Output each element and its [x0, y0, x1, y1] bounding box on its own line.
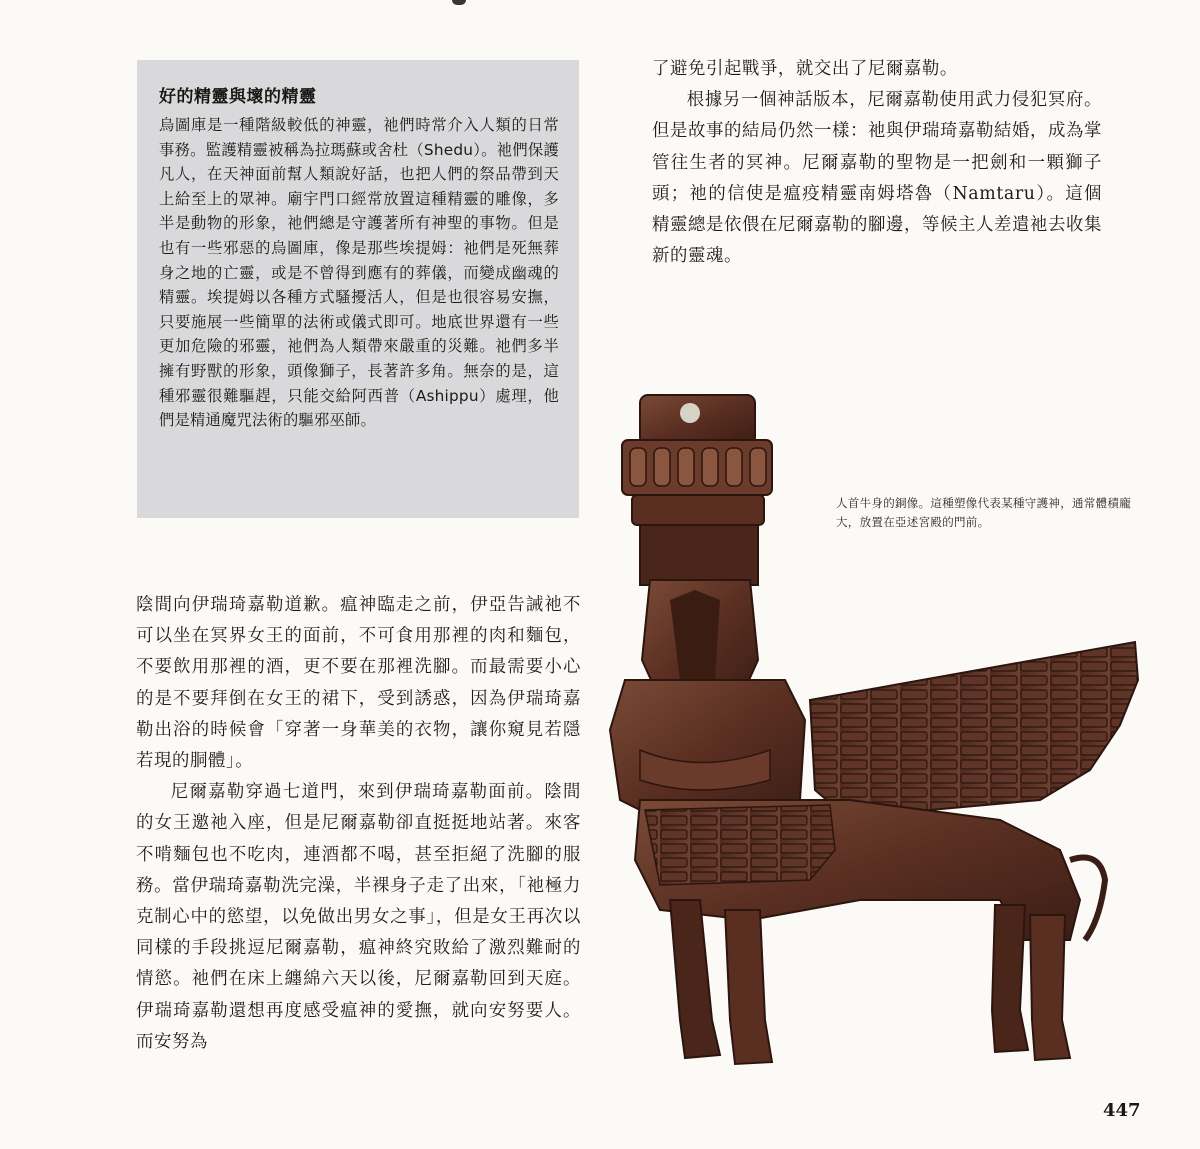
right-paragraph-1: 了避免引起戰爭，就交出了尼爾嘉勒。 [652, 59, 958, 79]
left-paragraph-1: 陰間向伊瑞琦嘉勒道歉。瘟神臨走之前，伊亞告誡祂不可以坐在冥界女王的面前，不可食用那裡的肉和麵包，不要飲用那裡的酒，更不要在那裡洗腳。而最需要小心的是不要拜倒在女王的裙下，受到誘惑，因為伊瑞琦嘉勒出浴的時候會「穿著一身華美的衣物，讓你窺見若隱若現的胴體」。 [136, 595, 581, 772]
page-edge-mark [452, 0, 466, 5]
sidebar-box [137, 60, 579, 518]
bronze-statue-image [600, 380, 1145, 1080]
right-column-text [652, 54, 1102, 272]
right-paragraph-2: 根據另一個神話版本，尼爾嘉勒使用武力侵犯冥府。但是故事的結局仍然一樣：祂與伊瑞琦嘉勒結婚，成為掌管往生者的冥神。尼爾嘉勒的聖物是一把劍和一顆獅子頭；祂的信使是瘟疫精靈南姆塔魯（Namtaru）。這個精靈總是依偎在尼爾嘉勒的腳邊，等候主人差遣祂去收集新的靈魂。 [652, 90, 1102, 267]
page-number: 447 [1103, 1100, 1141, 1121]
left-column-text [136, 590, 581, 1058]
left-paragraph-2: 尼爾嘉勒穿過七道門，來到伊瑞琦嘉勒面前。陰間的女王邀祂入座，但是尼爾嘉勒卻直挺挺地站著。來客不啃麵包也不吃肉，連酒都不喝，甚至拒絕了洗腳的服務。當伊瑞琦嘉勒洗完澡，半裸身子走了出來，「祂極力克制心中的慾望，以免做出男女之事」，但是女王再次以同樣的手段挑逗尼爾嘉勒，瘟神終究敗給了激烈難耐的情慾。祂們在床上纏綿六天以後，尼爾嘉勒回到天庭。伊瑞琦嘉勒還想再度感受瘟神的愛撫，就向安努要人。而安努為 [136, 782, 581, 1052]
sidebar-title: 好的精靈與壞的精靈 [159, 87, 317, 107]
figure-caption: 人首牛身的銅像。這種塑像代表某種守護神，通常體積龐大，放置在亞述宮殿的門前。 [836, 496, 1131, 529]
sidebar-body: 烏圖庫是一種階級較低的神靈，祂們時常介入人類的日常事務。監護精靈被稱為拉瑪蘇或舍杜（Shedu）。祂們保護凡人，在天神面前幫人類說好話，也把人們的祭品帶到天上給至上的眾神。廟宇門口經常放置這種精靈的雕像，多半是動物的形象，祂們總是守護著所有神聖的事物。但是也有一些邪惡的烏圖庫，像是那些埃提姆：祂們是死無葬身之地的亡靈，或是不曾得到應有的葬儀，而變成幽魂的精靈。埃提姆以各種方式騷擾活人，但是也很容易安撫，只要施展一些簡單的法術或儀式即可。地底世界還有一些更加危險的邪靈，祂們為人類帶來嚴重的災難。祂們多半擁有野獸的形象，頭像獅子，長著許多角。無奈的是，這種邪靈很難驅趕，只能交給阿西普（Ashippu）處理，他們是精通魔咒法術的驅邪巫師。 [159, 116, 559, 430]
